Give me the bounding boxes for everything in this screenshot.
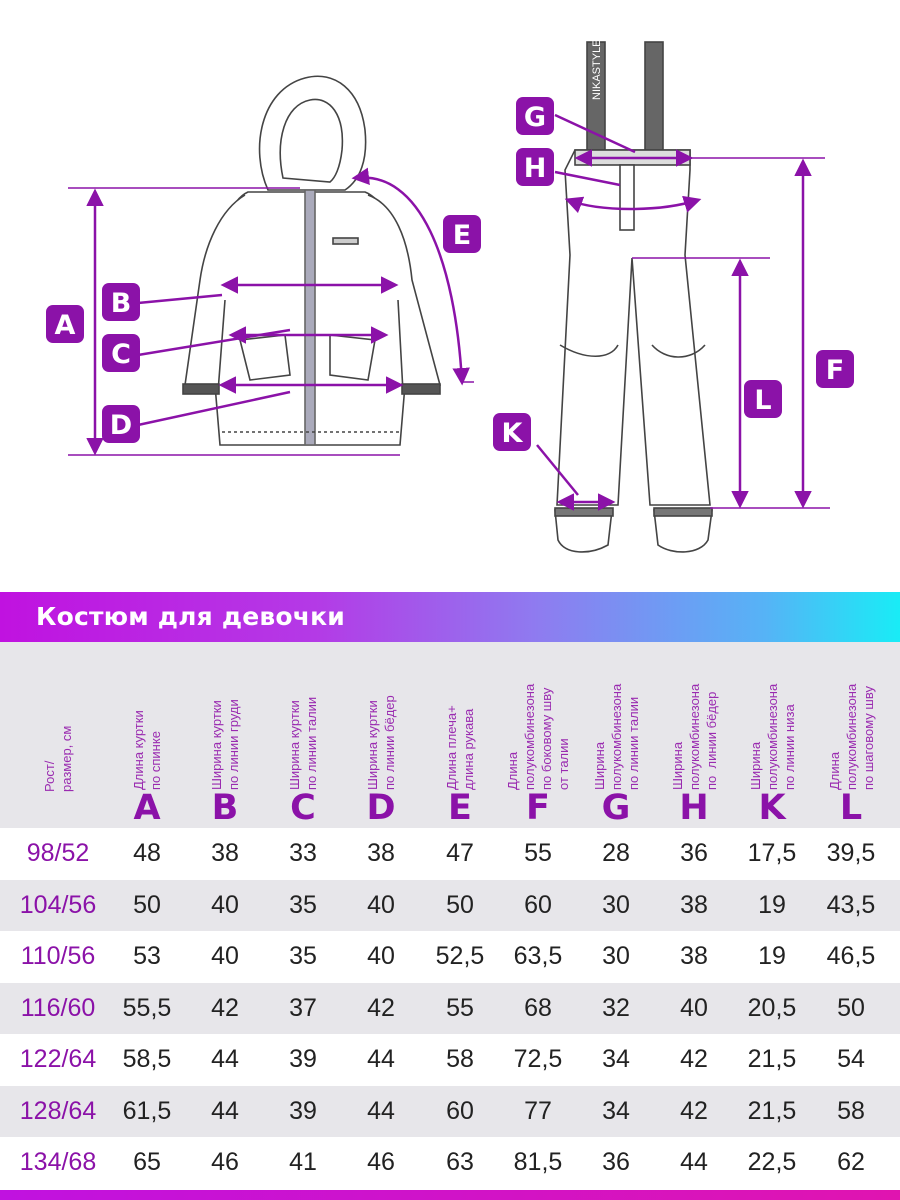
row-cell: 47 bbox=[446, 839, 474, 867]
svg-text:B: B bbox=[110, 288, 132, 319]
bottom-bar bbox=[0, 1190, 900, 1200]
row-cell: 39 bbox=[289, 1045, 317, 1073]
row-cell: 39 bbox=[289, 1096, 317, 1125]
row-cell: 81,5 bbox=[513, 1148, 563, 1176]
row-cell: 54 bbox=[837, 1045, 865, 1073]
row-cell: 38 bbox=[680, 942, 708, 970]
header-letter-A: A bbox=[133, 788, 161, 828]
row-cell: 30 bbox=[602, 890, 630, 919]
row-cell: 40 bbox=[211, 942, 239, 970]
table-row bbox=[0, 1034, 900, 1085]
row-cell: 39,5 bbox=[826, 839, 876, 867]
row-cell: 34 bbox=[602, 1045, 630, 1073]
row-cell: 20,5 bbox=[747, 993, 797, 1022]
row-cell: 50 bbox=[133, 890, 161, 919]
header-letter-B: B bbox=[211, 788, 239, 828]
row-cell: 44 bbox=[680, 1148, 708, 1176]
label-B bbox=[102, 283, 140, 321]
header-desc-B: Ширина куртки по линии груди bbox=[209, 699, 241, 790]
row-cell: 36 bbox=[680, 839, 708, 867]
row-cell: 60 bbox=[446, 1096, 474, 1125]
header-desc-L: Длина полукомбинезона по шаговому шву bbox=[826, 683, 876, 790]
header-height-size: Рост/ размер, см bbox=[42, 725, 74, 792]
label-H bbox=[516, 148, 554, 186]
header-letter-K: K bbox=[758, 788, 786, 828]
row-cell: 46 bbox=[211, 1148, 239, 1176]
row-cell: 42 bbox=[680, 1096, 708, 1125]
row-cell: 28 bbox=[602, 839, 630, 867]
header-letter-G: G bbox=[601, 788, 631, 828]
row-cell: 40 bbox=[211, 890, 239, 919]
row-cell: 30 bbox=[602, 942, 630, 970]
row-cell: 60 bbox=[524, 890, 552, 919]
svg-text:D: D bbox=[109, 410, 133, 441]
row-size-label: 134/68 bbox=[19, 1148, 97, 1176]
svg-text:L: L bbox=[754, 385, 772, 416]
row-size-label: 98/52 bbox=[26, 839, 90, 867]
suspender-text: NIKASTYLE bbox=[591, 39, 603, 100]
header-desc-D: Ширина куртки по линии бёдер bbox=[365, 695, 397, 790]
label-C bbox=[102, 334, 140, 372]
row-cell: 46 bbox=[367, 1148, 395, 1176]
pants-drawing bbox=[555, 39, 712, 552]
header-desc-K: Ширина полукомбинезона по линии низа bbox=[747, 683, 797, 790]
row-cell: 55 bbox=[446, 993, 474, 1022]
header-letter-E: E bbox=[448, 788, 472, 828]
table-row bbox=[0, 983, 900, 1034]
row-cell: 33 bbox=[289, 839, 317, 867]
row-cell: 68 bbox=[524, 993, 552, 1022]
label-K bbox=[493, 413, 531, 451]
row-cell: 34 bbox=[602, 1096, 630, 1125]
table-row bbox=[0, 1137, 900, 1188]
row-cell: 37 bbox=[289, 993, 317, 1022]
row-cell: 40 bbox=[367, 942, 395, 970]
row-cell: 35 bbox=[289, 942, 317, 970]
row-size-label: 104/56 bbox=[19, 890, 97, 919]
table-header bbox=[0, 642, 900, 828]
row-size-label: 116/60 bbox=[20, 993, 96, 1022]
row-cell: 21,5 bbox=[747, 1045, 797, 1073]
svg-text:E: E bbox=[452, 220, 472, 251]
row-cell: 63 bbox=[446, 1148, 474, 1176]
row-cell: 58 bbox=[446, 1045, 474, 1073]
header-desc-C: Ширина куртки по линии талии bbox=[287, 696, 319, 790]
header-letter-L: L bbox=[839, 788, 863, 828]
row-cell: 40 bbox=[680, 993, 708, 1022]
header-desc-E: Длина плеча+ длина рукава bbox=[444, 705, 476, 790]
label-A bbox=[46, 305, 84, 343]
row-cell: 58 bbox=[837, 1096, 865, 1125]
label-L bbox=[744, 380, 782, 418]
svg-text:G: G bbox=[523, 102, 547, 133]
jacket-drawing bbox=[183, 76, 440, 445]
row-cell: 41 bbox=[289, 1148, 317, 1176]
row-cell: 55 bbox=[524, 839, 552, 867]
table-banner bbox=[0, 592, 900, 642]
row-cell: 40 bbox=[367, 890, 395, 919]
header-desc-A: Длина куртки по спинке bbox=[131, 710, 163, 790]
row-cell: 43,5 bbox=[826, 890, 876, 919]
label-E bbox=[443, 215, 481, 253]
row-cell: 42 bbox=[680, 1045, 708, 1073]
label-F bbox=[816, 350, 854, 388]
row-cell: 38 bbox=[211, 839, 239, 867]
svg-text:F: F bbox=[825, 355, 845, 386]
size-diagram bbox=[0, 0, 900, 580]
row-size-label: 128/64 bbox=[19, 1096, 97, 1125]
row-cell: 61,5 bbox=[122, 1096, 172, 1125]
header-desc-H: Ширина полукомбинезона по линии бёдер bbox=[669, 683, 719, 790]
row-cell: 44 bbox=[211, 1096, 239, 1125]
row-cell: 53 bbox=[133, 942, 161, 970]
header-letter-D: D bbox=[366, 788, 396, 828]
table-row bbox=[0, 1086, 900, 1137]
row-size-label: 122/64 bbox=[19, 1045, 97, 1073]
row-cell: 50 bbox=[837, 993, 865, 1022]
header-letter-F: F bbox=[526, 788, 550, 828]
row-cell: 44 bbox=[367, 1045, 395, 1073]
row-cell: 32 bbox=[602, 993, 630, 1022]
row-size-label: 110/56 bbox=[20, 942, 96, 970]
row-cell: 22,5 bbox=[747, 1148, 797, 1176]
header-desc-F: Длина полукомбинезона по боковому шву от талии bbox=[505, 683, 571, 790]
row-cell: 19 bbox=[758, 890, 786, 919]
row-cell: 17,5 bbox=[747, 839, 797, 867]
row-cell: 63,5 bbox=[513, 942, 563, 970]
row-cell: 50 bbox=[446, 890, 474, 919]
table-title: Костюм для девочки bbox=[36, 602, 346, 631]
row-cell: 46,5 bbox=[826, 942, 876, 970]
label-G bbox=[516, 97, 554, 135]
row-cell: 38 bbox=[680, 890, 708, 919]
row-cell: 58,5 bbox=[122, 1045, 172, 1073]
row-cell: 35 bbox=[289, 890, 317, 919]
row-cell: 65 bbox=[133, 1148, 161, 1176]
row-cell: 42 bbox=[211, 993, 239, 1022]
svg-text:C: C bbox=[111, 339, 131, 370]
table-row bbox=[0, 931, 900, 982]
row-cell: 42 bbox=[367, 993, 395, 1022]
row-cell: 72,5 bbox=[513, 1045, 563, 1073]
svg-text:H: H bbox=[523, 153, 547, 184]
header-letter-C: C bbox=[290, 788, 316, 828]
header-desc-G: Ширина полукомбинезона по линии талии bbox=[591, 683, 641, 790]
row-cell: 21,5 bbox=[747, 1096, 797, 1125]
row-cell: 38 bbox=[367, 839, 395, 867]
row-cell: 77 bbox=[524, 1096, 552, 1125]
row-cell: 36 bbox=[602, 1148, 630, 1176]
measure-labels bbox=[46, 97, 854, 451]
label-D bbox=[102, 405, 140, 443]
table-row bbox=[0, 828, 900, 879]
row-cell: 48 bbox=[133, 839, 161, 867]
svg-text:A: A bbox=[54, 310, 76, 341]
row-cell: 44 bbox=[367, 1096, 395, 1125]
row-cell: 52,5 bbox=[435, 942, 485, 970]
row-cell: 55,5 bbox=[122, 993, 172, 1022]
row-cell: 19 bbox=[758, 942, 786, 970]
row-cell: 62 bbox=[837, 1148, 865, 1176]
row-cell: 44 bbox=[211, 1045, 239, 1073]
svg-text:K: K bbox=[501, 418, 523, 449]
header-letter-H: H bbox=[679, 788, 709, 828]
table-row bbox=[0, 880, 900, 931]
